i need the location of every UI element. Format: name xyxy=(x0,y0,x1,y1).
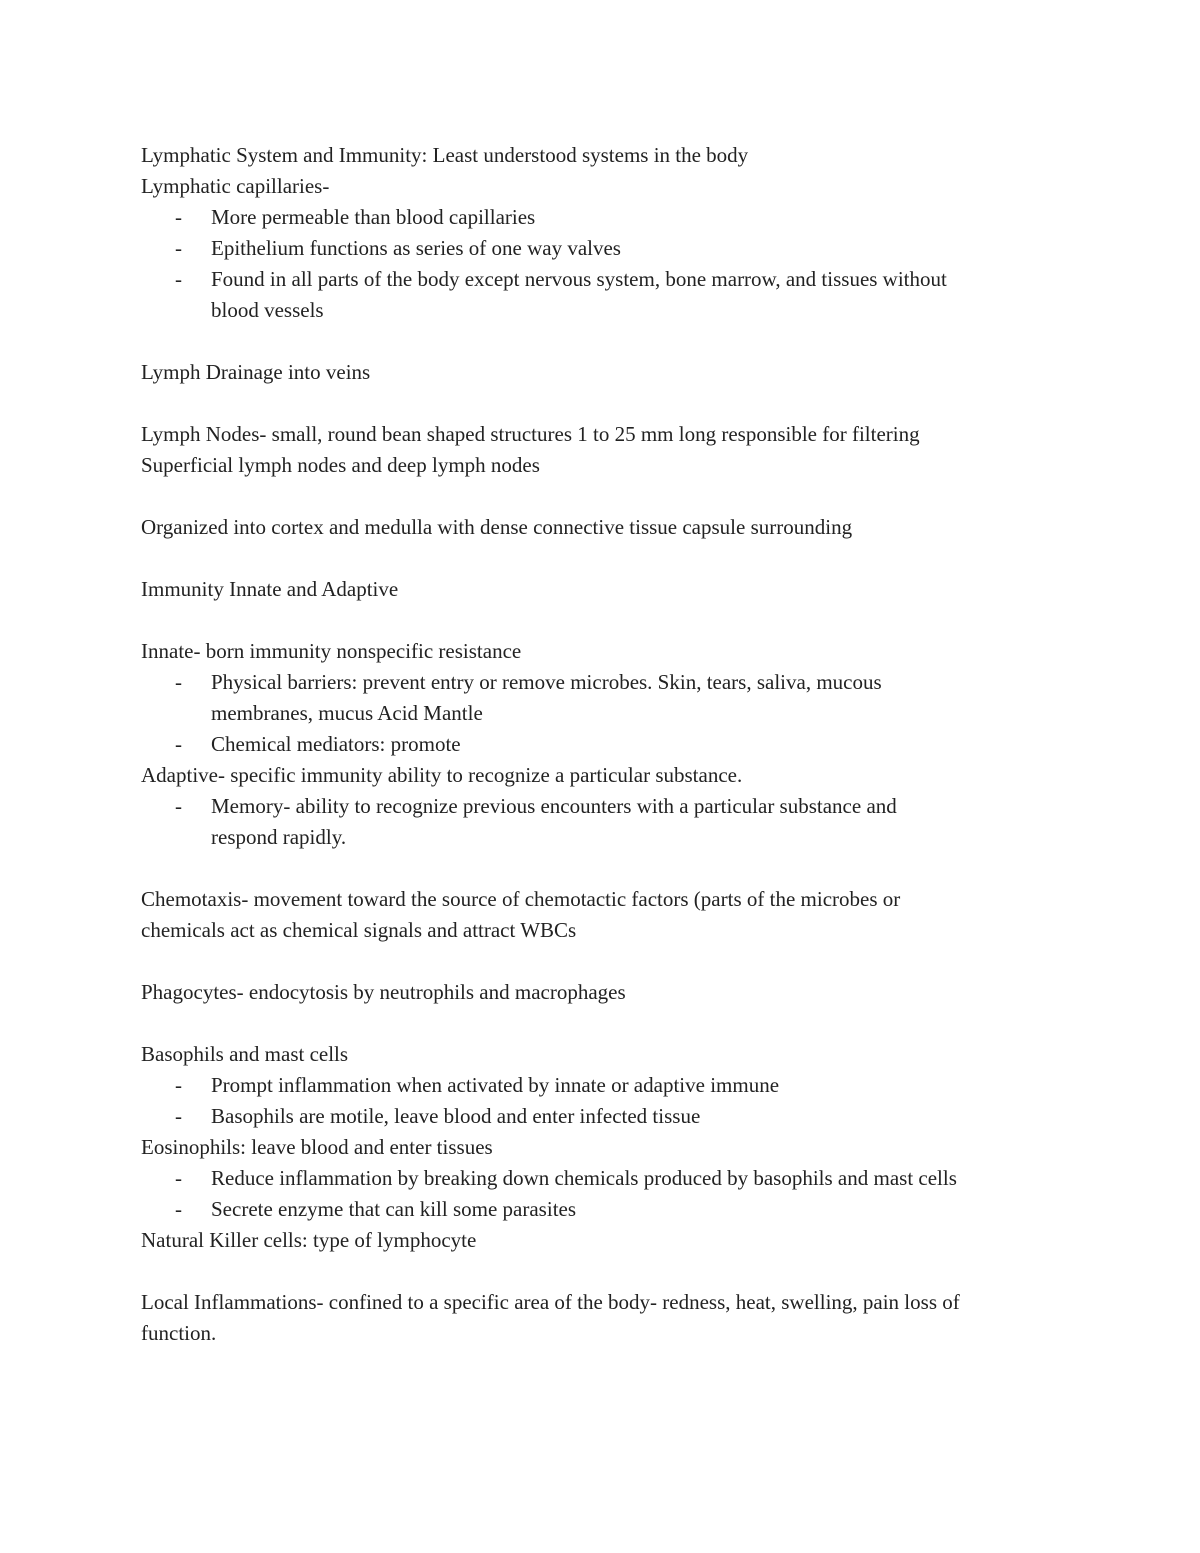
immunity-line: Immunity Innate and Adaptive xyxy=(141,577,399,601)
list-item-text: Basophils are motile, leave blood and enter infected tissue xyxy=(211,1104,701,1128)
list-item xyxy=(141,791,1081,822)
list-item-text: membranes, mucus Acid Mantle xyxy=(211,701,483,725)
bullet-dash: - xyxy=(175,1104,182,1128)
spacer xyxy=(141,946,1081,977)
bullet-dash: - xyxy=(175,794,182,818)
capillaries-list xyxy=(141,202,1081,326)
nk-cells-line: Natural Killer cells: type of lymphocyte xyxy=(141,1228,477,1252)
bullet-dash: - xyxy=(175,267,182,291)
spacer xyxy=(141,605,1081,636)
eosinophils-heading: Eosinophils: leave blood and enter tissues xyxy=(141,1135,493,1159)
bullet-dash: - xyxy=(175,732,182,756)
innate-list xyxy=(141,667,1081,760)
list-item-text: Memory- ability to recognize previous encounters with a particular substance and xyxy=(211,794,897,818)
eosinophils-list xyxy=(141,1163,1081,1225)
list-item-text: Prompt inflammation when activated by innate or adaptive immune xyxy=(211,1073,780,1097)
list-item-continuation xyxy=(141,698,1081,729)
basophils-list xyxy=(141,1070,1081,1132)
list-item xyxy=(141,1101,1081,1132)
spacer xyxy=(141,388,1081,419)
drainage-line: Lymph Drainage into veins xyxy=(141,360,371,384)
list-item xyxy=(141,1194,1081,1225)
list-item xyxy=(141,233,1081,264)
list-item-text: blood vessels xyxy=(211,298,324,322)
list-item-text: Chemical mediators: promote xyxy=(211,732,461,756)
list-item-text: Physical barriers: prevent entry or remove microbes. Skin, tears, saliva, mucous xyxy=(211,670,882,694)
list-item xyxy=(141,1070,1081,1101)
adaptive-list xyxy=(141,791,1081,853)
spacer xyxy=(141,481,1081,512)
list-item-text: More permeable than blood capillaries xyxy=(211,205,536,229)
local-inflammation-line-2: function. xyxy=(141,1321,217,1345)
bullet-dash: - xyxy=(175,670,182,694)
list-item-text: Secrete enzyme that can kill some parasites xyxy=(211,1197,577,1221)
document-body xyxy=(141,140,1081,1349)
spacer xyxy=(141,1256,1081,1287)
list-item-continuation xyxy=(141,822,1081,853)
spacer xyxy=(141,1008,1081,1039)
chemotaxis-line-1: Chemotaxis- movement toward the source of chemotactic factors (parts of the microbes or xyxy=(141,887,901,911)
spacer xyxy=(141,326,1081,357)
bullet-dash: - xyxy=(175,236,182,260)
bullet-dash: - xyxy=(175,1197,182,1221)
list-item-text: Epithelium functions as series of one way valves xyxy=(211,236,621,260)
nodes-line-1: Lymph Nodes- small, round bean shaped structures 1 to 25 mm long responsible for filtering xyxy=(141,422,920,446)
list-item-text: Reduce inflammation by breaking down chemicals produced by basophils and mast cells xyxy=(211,1166,957,1190)
list-item xyxy=(141,202,1081,233)
chemotaxis-line-2: chemicals act as chemical signals and attract WBCs xyxy=(141,918,577,942)
list-item xyxy=(141,667,1081,698)
list-item xyxy=(141,1163,1081,1194)
spacer xyxy=(141,853,1081,884)
spacer xyxy=(141,543,1081,574)
list-item-text: Found in all parts of the body except nervous system, bone marrow, and tissues without xyxy=(211,267,947,291)
bullet-dash: - xyxy=(175,1073,182,1097)
title-line: Lymphatic System and Immunity: Least understood systems in the body xyxy=(141,143,749,167)
organized-line: Organized into cortex and medulla with dense connective tissue capsule surrounding xyxy=(141,515,853,539)
list-item-text: respond rapidly. xyxy=(211,825,347,849)
nodes-line-2: Superficial lymph nodes and deep lymph nodes xyxy=(141,453,540,477)
bullet-dash: - xyxy=(175,205,182,229)
list-item-continuation xyxy=(141,295,1081,326)
capillaries-heading: Lymphatic capillaries- xyxy=(141,174,330,198)
phagocytes-line: Phagocytes- endocytosis by neutrophils and macrophages xyxy=(141,980,626,1004)
local-inflammation-line-1: Local Inflammations- confined to a specific area of the body- redness, heat, swelling, pain loss of xyxy=(141,1290,960,1314)
list-item xyxy=(141,729,1081,760)
basophils-heading: Basophils and mast cells xyxy=(141,1042,349,1066)
adaptive-heading: Adaptive- specific immunity ability to recognize a particular substance. xyxy=(141,763,743,787)
bullet-dash: - xyxy=(175,1166,182,1190)
innate-heading: Innate- born immunity nonspecific resistance xyxy=(141,639,522,663)
list-item xyxy=(141,264,1081,295)
